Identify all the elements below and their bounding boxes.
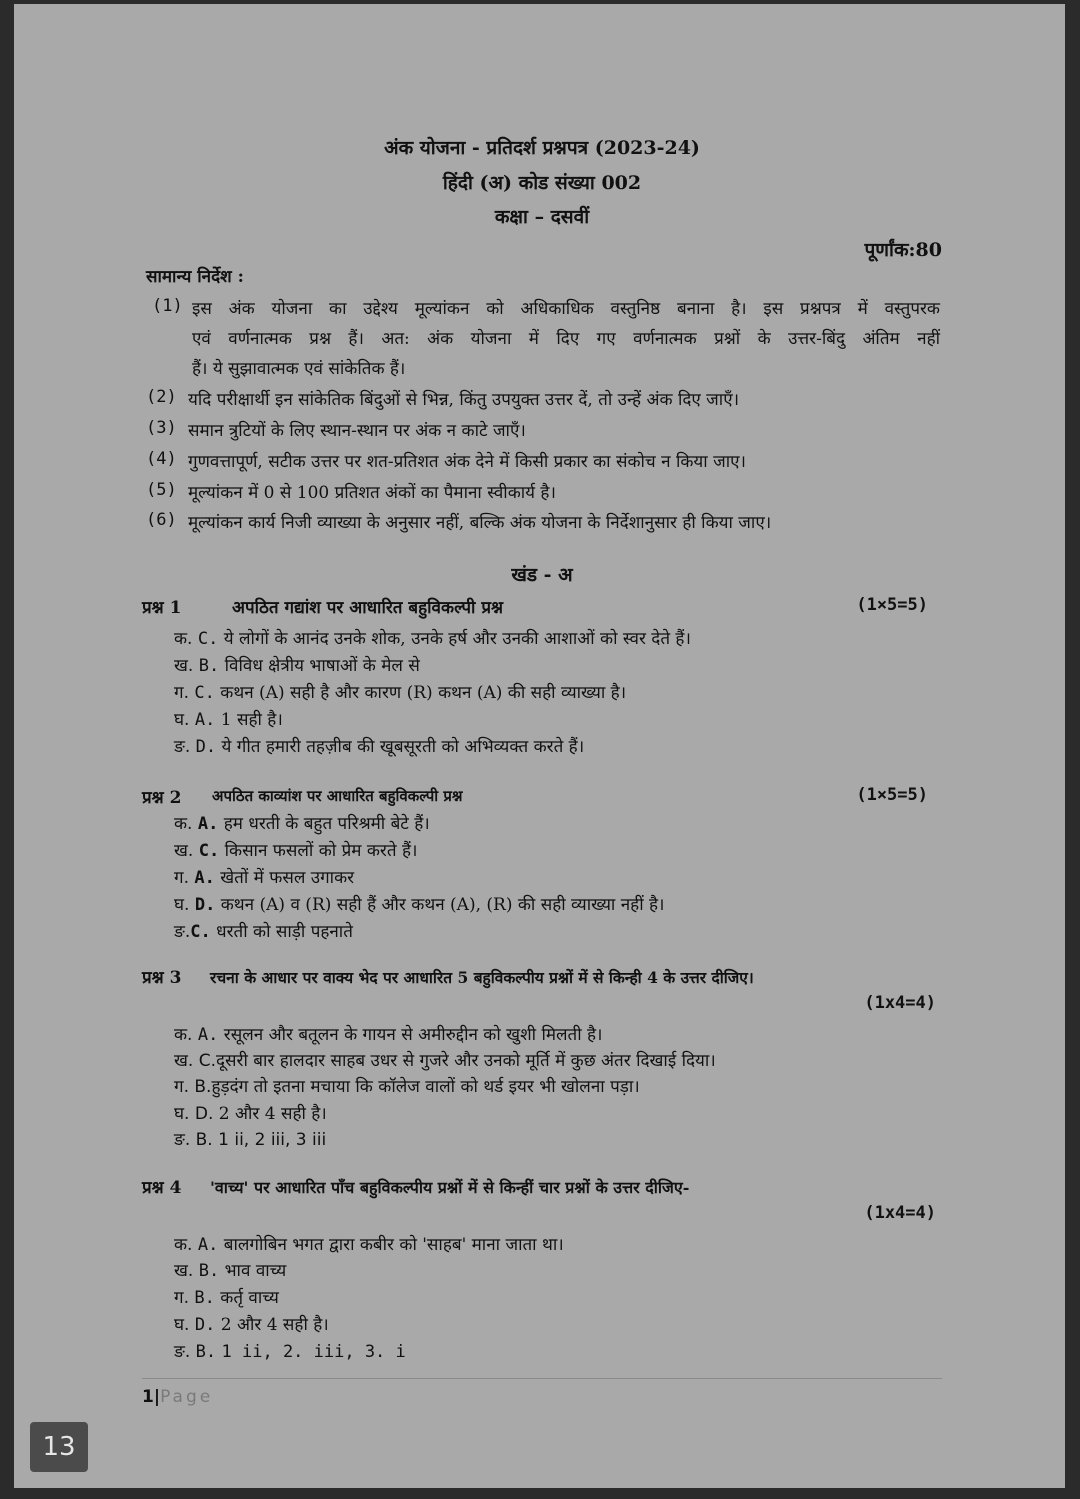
instruction-number: (2) [146,387,177,407]
answer-item [174,892,664,915]
answer-option: A. [197,1235,219,1255]
answer-text: धरती को साड़ी पहनाते [216,922,353,942]
answer-text: किसान फसलों को प्रेम करते हैं। [224,841,418,861]
answer-text: बालगोबिन भगत द्वारा कबीर को 'साहब' माना जाता था। [223,1235,564,1255]
answer-text: 2 और 4 सही है। [220,1315,329,1335]
answer-item [174,811,430,834]
answer-text: 1 ii, 2. iii, 3. i [221,1342,406,1362]
section-title: खंड - अ [511,564,573,586]
answer-key: क. [174,1025,193,1045]
answer-option: B. [195,1130,213,1150]
question-marks: (1×5=5) [856,785,928,805]
answer-option: B. [194,1288,215,1308]
answer-option: B. [198,1261,220,1281]
answer-option: C. [198,1051,216,1071]
answer-item [174,1312,329,1335]
question-title: 'वाच्य' पर आधारित पाँच बहुविकल्पीय प्रश्नों में से किन्हीं चार प्रश्नों के उत्तर दीजिए- [210,1178,690,1197]
answer-key: क. [174,1235,193,1255]
answer-key: ख. [174,1261,194,1281]
answer-option: C. [190,922,211,942]
answer-key: ङ. [174,922,191,942]
answer-text: खेतों में फसल उगाकर [220,868,355,888]
footer-divider [142,1378,942,1379]
instruction-number: (3) [146,418,177,438]
instruction-text: एवं वर्णनात्मक प्रश्न हैं। अत: अंक योजना में दिए गए वर्णनात्मक प्रश्नों के उत्तर-बिंदु अंतिम नहीं [192,329,940,349]
answer-option: B. [195,1342,217,1362]
answer-item [174,707,283,730]
answer-text: कथन (A) सही है और कारण (R) कथन (A) की सही व्याख्या है। [220,683,627,703]
answer-key: ङ. [174,1130,191,1150]
answer-item [174,1339,406,1362]
answer-key: क. [174,814,193,834]
instructions-title: सामान्य निर्देश : [146,267,244,287]
answer-option: A. [194,868,215,888]
header-subject: हिंदी (अ) कोड संख्या 002 [442,172,642,194]
question-marks: (1x4=4) [864,1203,936,1223]
answer-item [174,1074,640,1097]
answer-key: ख. [174,656,194,676]
question-label: प्रश्न 1 [142,598,182,618]
instruction-text: गुणवत्तापूर्ण, सटीक उत्तर पर शत-प्रतिशत अंक देने में किसी प्रकार का संकोच न किया जाए। [188,452,746,472]
answer-text: ये लोगों के आनंद उनके शोक, उनके हर्ष और उनकी आशाओं को स्वर देते हैं। [223,629,691,649]
instruction-number: (4) [146,449,177,469]
question-label: प्रश्न 4 [142,1178,182,1198]
answer-text: हुड़दंग तो इतना मचाया कि कॉलेज वालों को थर्ड इयर भी खोलना पड़ा। [211,1077,640,1097]
question-marks: (1×5=5) [856,595,928,615]
header-title: अंक योजना - प्रतिदर्श प्रश्नपत्र (2023-24) [384,137,700,159]
answer-text: कथन (A) व (R) सही हैं और कथन (A), (R) की सही व्याख्या नहीं है। [220,895,665,915]
instruction-number: (1) [152,296,183,316]
answer-option: C. [197,629,219,649]
answer-item [174,1022,603,1045]
answer-item [174,919,353,942]
answer-option: B. [194,1077,212,1097]
question-label: प्रश्न 2 [142,788,182,808]
answer-item [174,653,420,676]
instruction-text: हैं। ये सुझावात्मक एवं सांकेतिक हैं। [192,359,406,379]
instruction-text: मूल्यांकन में 0 से 100 प्रतिशत अंकों का पैमाना स्वीकार्य है। [188,483,556,503]
answer-option: D. [194,1104,214,1124]
answer-item [174,838,417,861]
answer-key: ग. [174,683,189,703]
instruction-number: (6) [146,510,177,530]
answer-text: 1 सही है। [220,710,283,730]
question-title: अपठित काव्यांश पर आधारित बहुविकल्पी प्रश्न [212,787,463,805]
answer-key: घ. [174,895,190,915]
answer-item [174,1127,326,1150]
answer-text: 2 और 4 सही है। [218,1104,327,1124]
answer-text: दूसरी बार हालदार साहब उधर से गुजरे और उनको मूर्ति में कुछ अंतर दिखाई दिया। [216,1051,716,1071]
answer-key: ख. [174,1051,194,1071]
page-number: 1 [142,1387,154,1407]
answer-text: विविध क्षेत्रीय भाषाओं के मेल से [224,656,420,676]
answer-key: ग. [174,1077,189,1097]
answer-option: D. [194,895,216,915]
instruction-text: यदि परीक्षार्थी इन सांकेतिक बिंदुओं से भिन्न, किंतु उपयुक्त उत्तर दें, तो उन्हें अंक दिए जाएँ। [188,390,740,410]
answer-option: A. [197,814,219,834]
answer-option: C. [198,841,220,861]
answer-item [174,1285,279,1308]
instruction-number: (5) [146,480,177,500]
answer-text: रसूलन और बतूलन के गायन से अमीरुद्दीन को खुशी मिलती है। [223,1025,603,1045]
answer-item [174,1048,716,1071]
answer-option: C. [194,683,215,703]
answer-text: 1 ii, 2 iii, 3 iii [218,1130,327,1150]
header-class: कक्षा – दसवीं [494,206,590,228]
answer-option: B. [198,656,220,676]
answer-text: कर्तृ वाच्य [220,1288,279,1308]
answer-option: D. [194,1315,216,1335]
answer-option: A. [194,710,216,730]
answer-key: ङ. [174,1342,191,1362]
page-separator: | [153,1387,161,1407]
answer-item [174,734,584,757]
answer-item [174,680,626,703]
page-word: Page [160,1387,214,1407]
answer-key: ख. [174,841,194,861]
document-page [14,4,1065,1488]
answer-item [174,626,691,649]
page-indicator-badge[interactable]: 13 [30,1422,88,1472]
answer-item [174,1101,327,1124]
answer-item [174,865,354,888]
answer-item [174,1258,286,1281]
question-title: रचना के आधार पर वाक्य भेद पर आधारित 5 बहुविकल्पीय प्रश्नों में से किन्ही 4 के उत्तर दीजिए। [210,968,754,987]
question-marks: (1x4=4) [864,993,936,1013]
instruction-text: इस अंक योजना का उद्देश्य मूल्यांकन को अधिकाधिक वस्तुनिष्ठ बनाना है। इस प्रश्नपत्र में वस्तुपरक [192,299,940,319]
answer-key: घ. [174,1315,190,1335]
question-label: प्रश्न 3 [142,968,182,988]
question-title: अपठित गद्यांश पर आधारित बहुविकल्पी प्रश्न [232,598,504,618]
instruction-text: मूल्यांकन कार्य निजी व्याख्या के अनुसार नहीं, बल्कि अंक योजना के निर्देशानुसार ही किया जाए। [188,513,772,533]
answer-key: क. [174,629,193,649]
answer-option: D. [195,737,217,757]
answer-text: ये गीत हमारी तहज़ीब की खूबसूरती को अभिव्यक्त करते हैं। [221,737,585,757]
answer-key: ग. [174,1288,189,1308]
answer-key: घ. [174,1104,190,1124]
total-marks: पूर्णांक:80 [864,239,942,261]
answer-text: हम धरती के बहुत परिश्रमी बेटे हैं। [223,814,430,834]
answer-text: भाव वाच्य [224,1261,287,1281]
instruction-text: समान त्रुटियों के लिए स्थान-स्थान पर अंक न काटे जाएँ। [188,421,526,441]
answer-option: A. [197,1025,219,1045]
answer-key: ग. [174,868,189,888]
answer-key: ङ. [174,737,191,757]
answer-item [174,1232,564,1255]
answer-key: घ. [174,710,190,730]
page-footer [142,1387,213,1407]
